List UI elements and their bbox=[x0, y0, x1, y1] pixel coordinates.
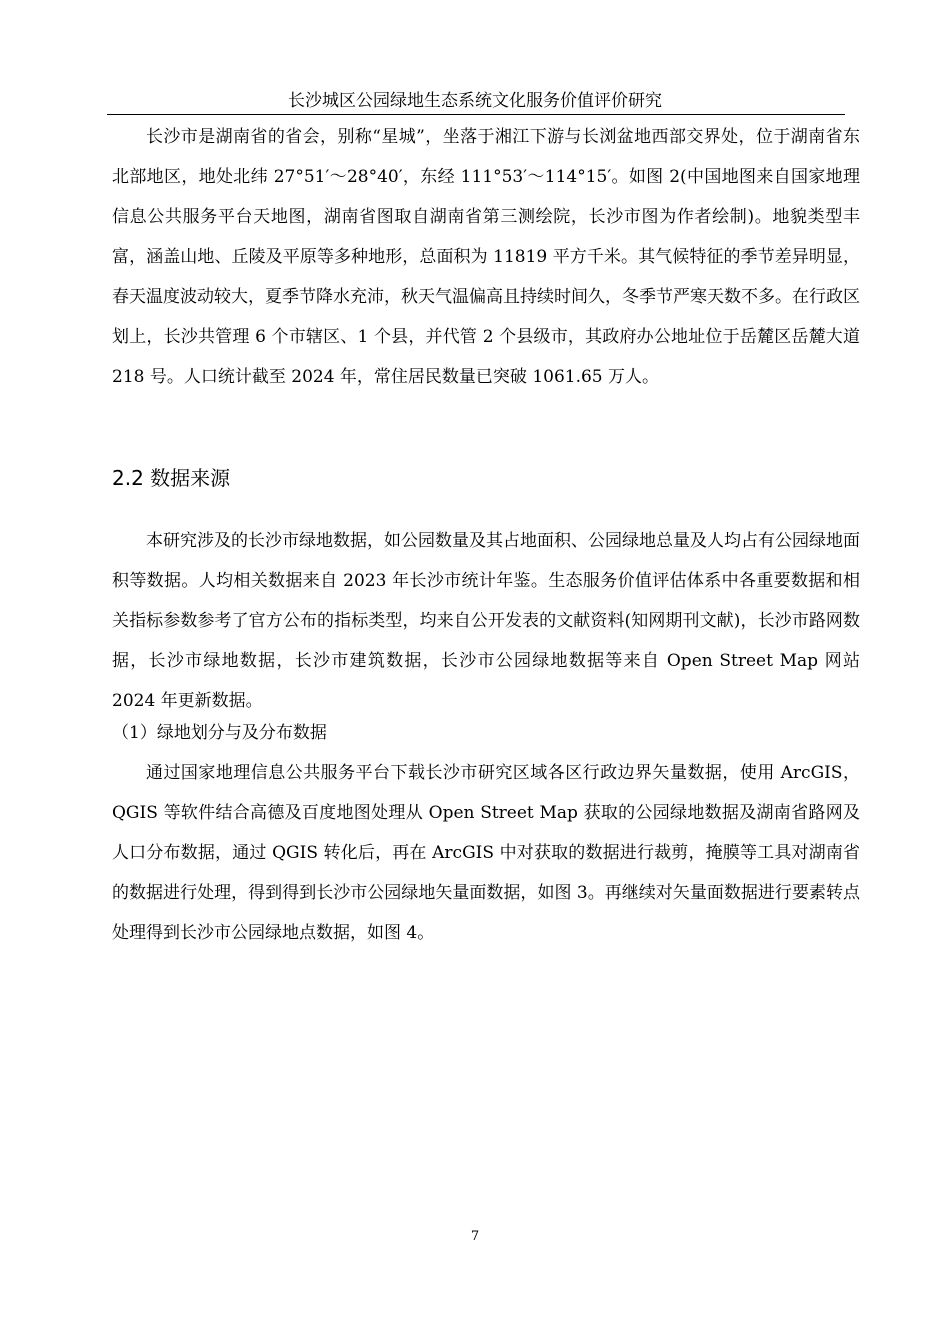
paragraph-location-overview: 长沙市是湖南省的省会，别称“星城”，坐落于湘江下游与长浏盆地西部交界处，位于湖南省东北部地区，地处北纬 27°51′～28°40′，东经 111°53′～114°15′。如图 2(中国地图来自国家地理信息公共服务平台天地图，湖南省图取自湖南省第三测绘院，长沙市图为作者绘制)。地貌类型丰富，涵盖山地、丘陵及平原等多种地形，总面积为 11819 平方千米。其气候特征的季节差异明显，春天温度波动较大，夏季节降水充沛，秋天气温偏高且持续时间久，冬季节严寒天数不多。在行政区划上，长沙共管理 6 个市辖区、1 个县，并代管 2 个县级市，其政府办公地址位于岳麓区岳麓大道 218 号。人口统计截至 2024 年，常住居民数量已突破 1061.65 万人。 bbox=[112, 127, 860, 387]
page-number: 7 bbox=[470, 1229, 480, 1244]
running-header: 长沙城区公园绿地生态系统文化服务价值评价研究 bbox=[288, 91, 662, 111]
paragraph-data-processing: 通过国家地理信息公共服务平台下载长沙市研究区域各区行政边界矢量数据，使用 ArcGIS，QGIS 等软件结合高德及百度地图处理从 Open Street Map 获取的公园绿地数据及湖南省路网及人口分布数据，通过 QGIS 转化后，再在 ArcGIS 中对获取的数据进行裁剪，掩膜等工具对湖南省的数据进行处理，得到得到长沙市公园绿地矢量面数据，如图 3。再继续对矢量面数据进行要素转点处理得到长沙市公园绿地点数据，如图 4。 bbox=[112, 763, 860, 943]
section-heading-data-sources: 2.2 数据来源 bbox=[112, 466, 231, 490]
header-rule bbox=[107, 114, 845, 115]
subheading-greenspace-data: （1）绿地划分与及分布数据 bbox=[112, 723, 327, 743]
paragraph-data-sources: 本研究涉及的长沙市绿地数据，如公园数量及其占地面积、公园绿地总量及人均占有公园绿地面积等数据。人均相关数据来自 2023 年长沙市统计年鉴。生态服务价值评估体系中各重要数据和相关指标参数参考了官方公布的指标类型，均来自公开发表的文献资料(知网期刊文献)，长沙市路网数据，长沙市绿地数据，长沙市建筑数据，长沙市公园绿地数据等来自 Open Street Map 网站 2024 年更新数据。 bbox=[112, 531, 860, 711]
